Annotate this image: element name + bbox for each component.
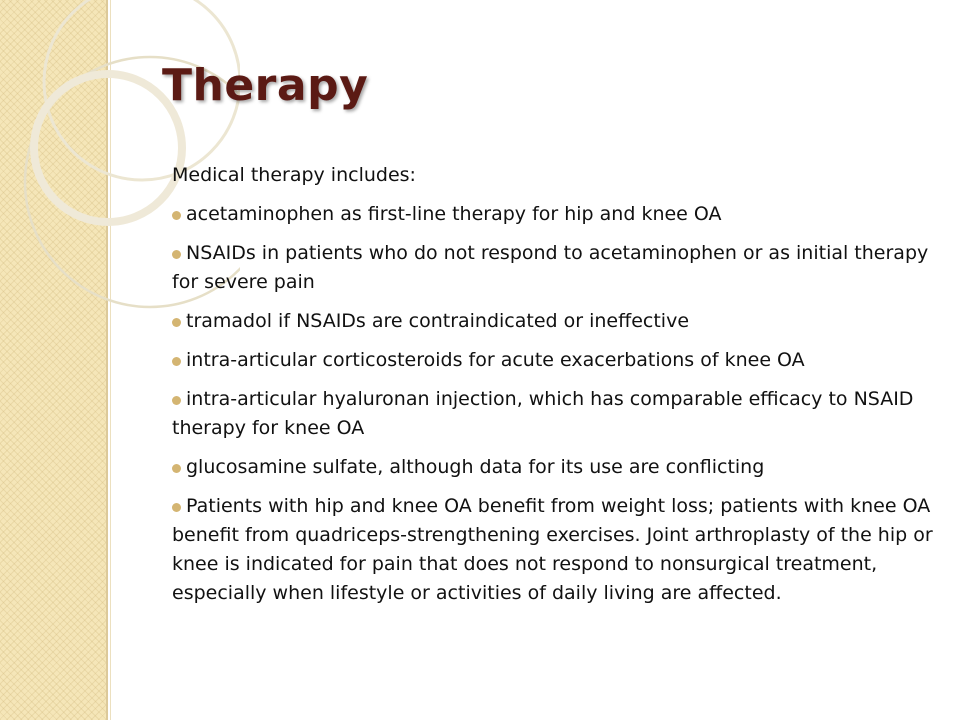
bullet-item <box>172 307 942 336</box>
bullet-item <box>172 492 942 608</box>
bullet-list <box>172 200 942 608</box>
bullet-icon <box>172 318 181 327</box>
slide-title: Therapy <box>162 60 369 111</box>
side-band-border-inner <box>110 0 111 720</box>
bullet-item <box>172 453 942 482</box>
bullet-icon <box>172 396 181 405</box>
bullet-icon <box>172 211 181 220</box>
decorative-side-band <box>0 0 106 720</box>
bullet-icon <box>172 357 181 366</box>
bullet-text: tramadol if NSAIDs are contraindicated or ineffective <box>186 310 690 332</box>
bullet-icon <box>172 464 181 473</box>
bullet-icon <box>172 250 181 259</box>
bullet-icon <box>172 503 181 512</box>
bullet-item <box>172 200 942 229</box>
intro-text: Medical therapy includes: <box>172 164 416 186</box>
bullet-item <box>172 346 942 375</box>
bullet-text: glucosamine sulfate, although data for its use are conflicting <box>186 456 765 478</box>
bullet-text: intra-articular corticosteroids for acute exacerbations of knee OA <box>186 349 805 371</box>
bullet-item <box>172 385 942 443</box>
slide-body <box>172 161 942 618</box>
bullet-item <box>172 239 942 297</box>
bullet-text: acetaminophen as first-line therapy for hip and knee OA <box>186 203 722 225</box>
bullet-text: intra-articular hyaluronan injection, which has comparable efficacy to NSAID therapy for knee OA <box>172 388 914 439</box>
bullet-text: NSAIDs in patients who do not respond to acetaminophen or as initial therapy for severe pain <box>172 242 929 293</box>
bullet-text: Patients with hip and knee OA benefit from weight loss; patients with knee OA benefit from quadriceps-strengthening exercises. Joint arthroplasty of the hip or knee is indicated for pain that does not respond to nonsurgical treatment, especially when lifestyle or activities of daily living are affected. <box>172 495 933 604</box>
side-band-border <box>106 0 108 720</box>
